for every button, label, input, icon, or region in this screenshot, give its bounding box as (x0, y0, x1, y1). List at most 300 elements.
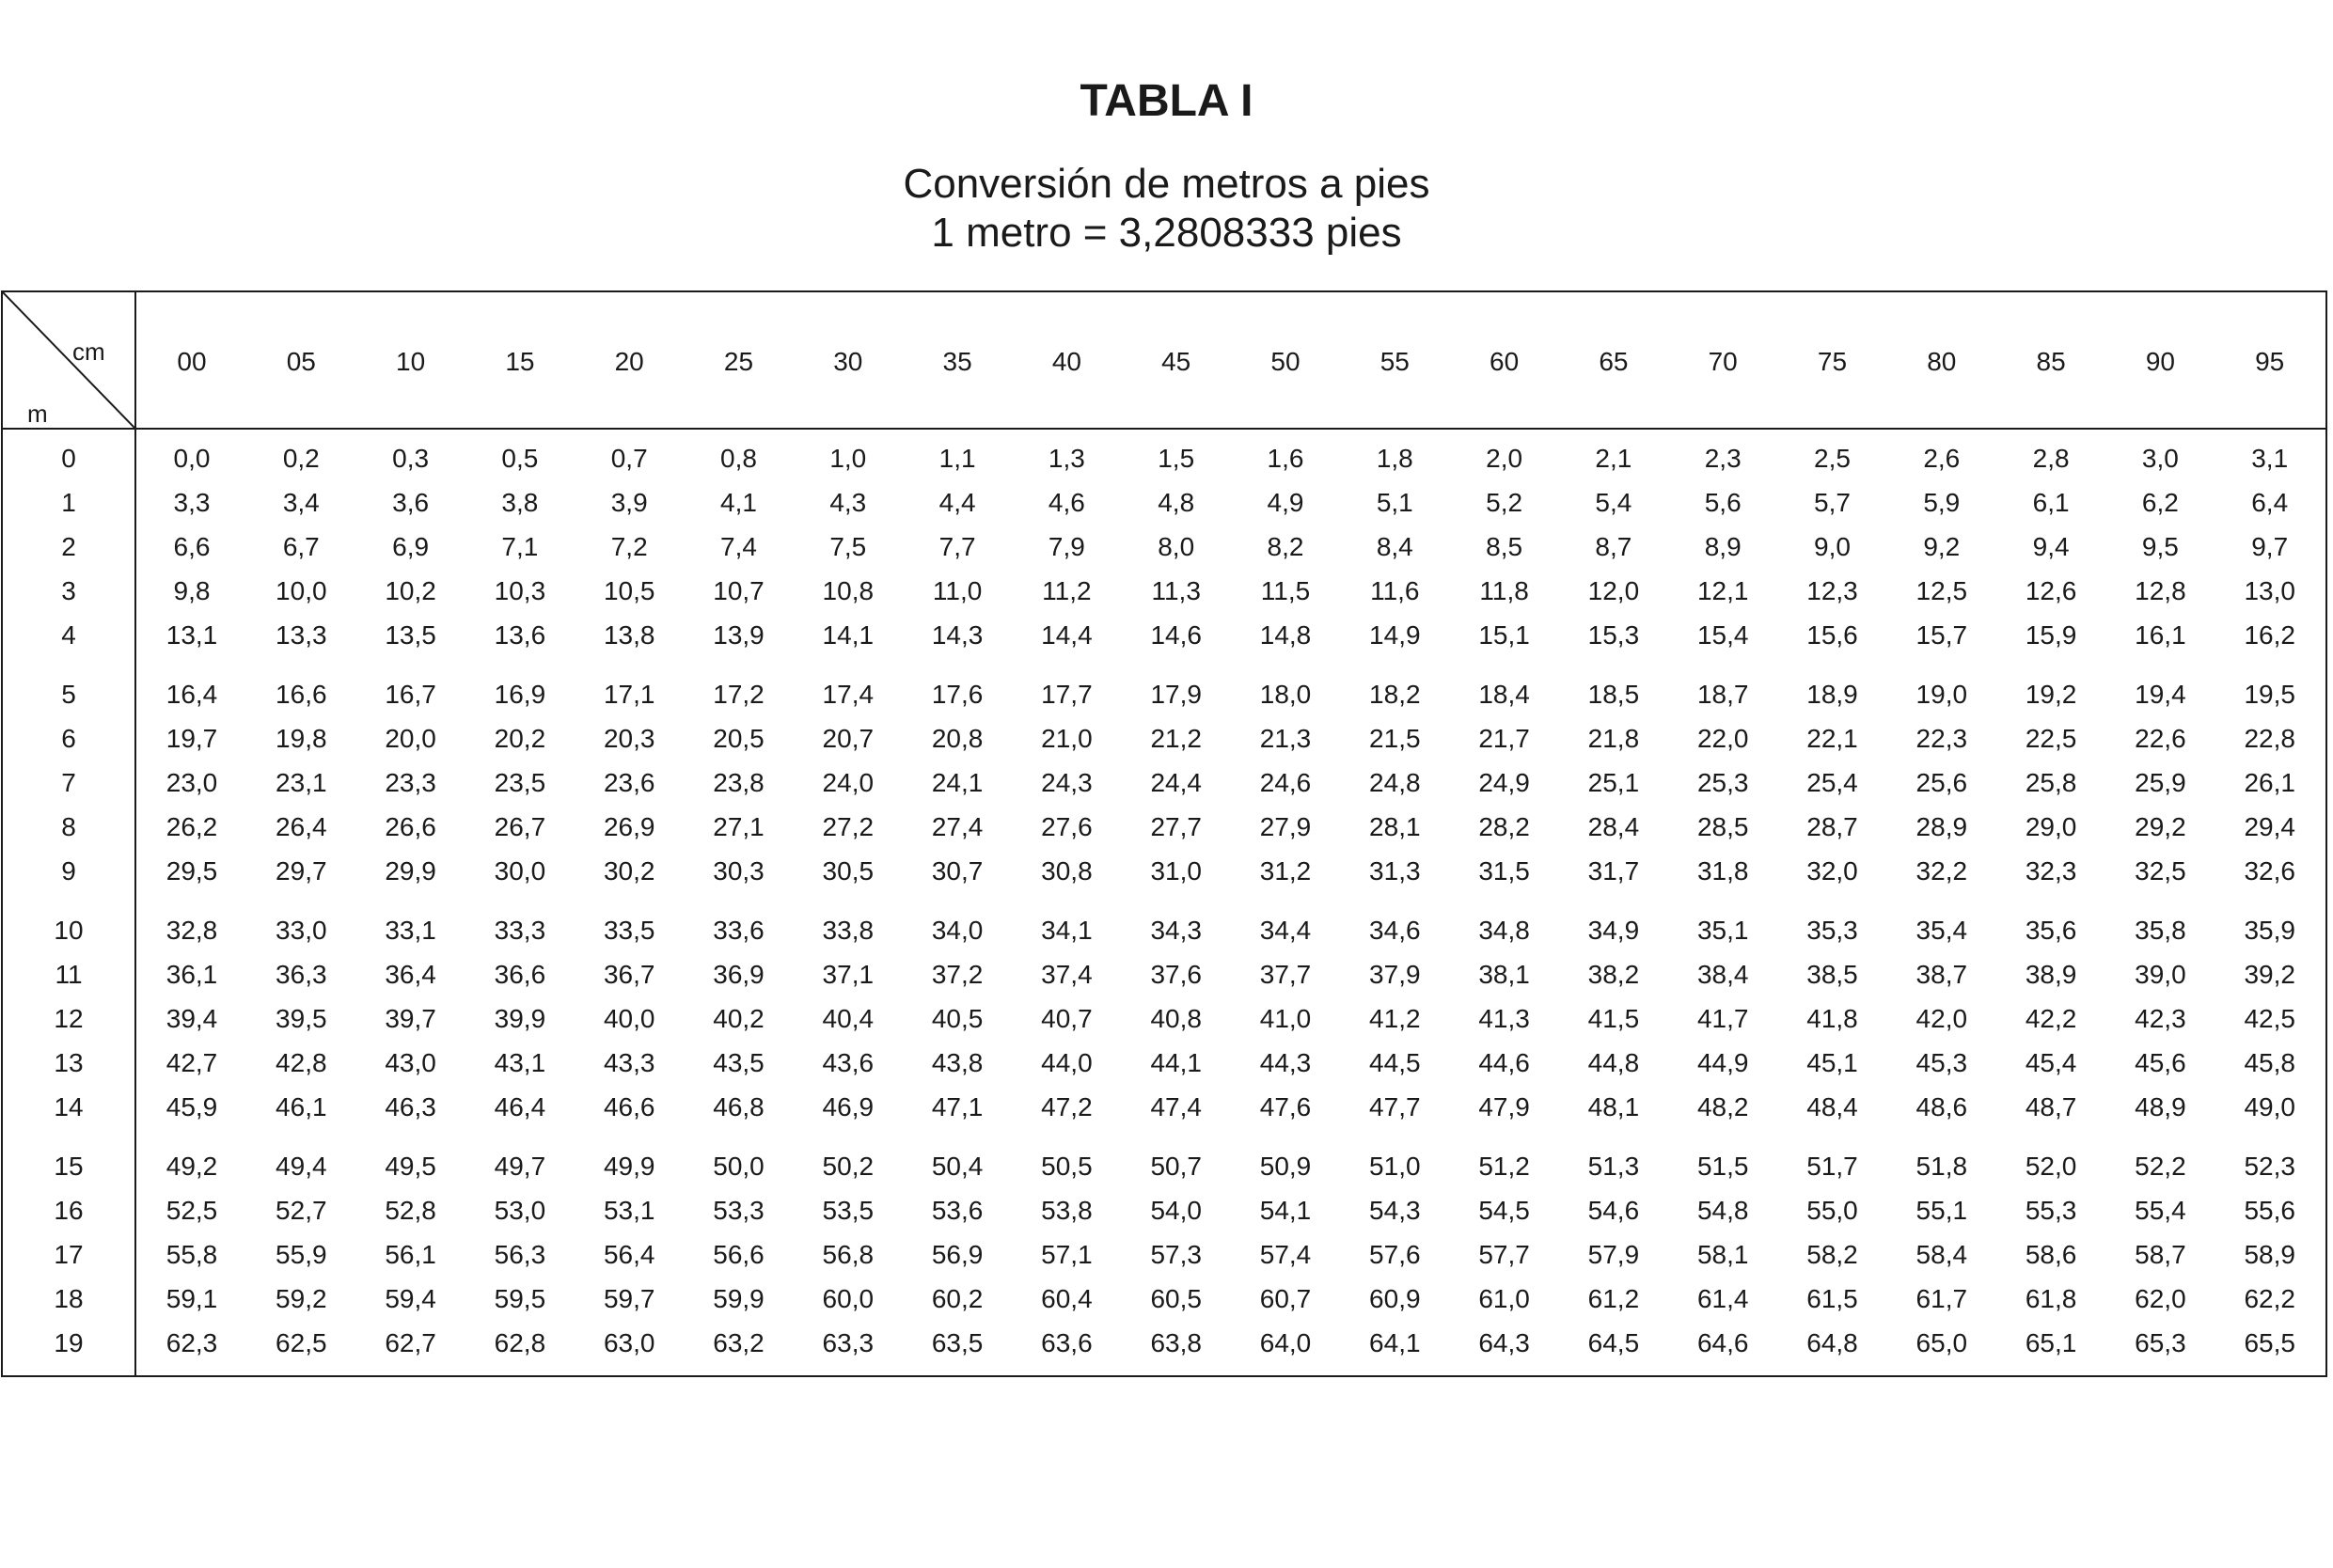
column-header: 65 (1599, 347, 1629, 376)
table-cell: 28,7 (1806, 812, 1858, 841)
table-cell: 11,2 (1042, 576, 1092, 605)
table-cell: 27,4 (931, 812, 984, 841)
table-cell: 32,5 (2135, 856, 2186, 886)
table-cell: 56,1 (385, 1240, 436, 1269)
table-cell: 27,2 (822, 812, 875, 841)
column-header: 45 (1161, 347, 1191, 376)
table-cell: 41,7 (1696, 1004, 1749, 1033)
table-cell: 5,6 (1704, 488, 1742, 517)
table-cell: 19,7 (166, 724, 218, 753)
table-cell: 46,1 (276, 1092, 327, 1121)
table-cell: 24,8 (1369, 768, 1421, 797)
table-cell: 19,4 (2135, 680, 2186, 709)
table-cell: 54,5 (1478, 1196, 1530, 1225)
table-cell: 9,8 (173, 576, 211, 605)
row-header: 0 (61, 444, 76, 473)
table-cell: 5,4 (1595, 488, 1632, 517)
table-cell: 44,6 (1478, 1048, 1530, 1077)
table-cell: 36,3 (276, 960, 327, 989)
table-cell: 13,6 (494, 620, 546, 650)
table-cell: 42,7 (166, 1048, 218, 1077)
table-cell: 42,3 (2135, 1004, 2186, 1033)
table-cell: 55,8 (166, 1240, 218, 1269)
table-cell: 34,1 (1041, 916, 1093, 945)
table-cell: 15,6 (1806, 620, 1858, 650)
table-cell: 56,3 (494, 1240, 546, 1269)
row-header: 5 (61, 680, 76, 709)
table-cell: 58,6 (2025, 1240, 2077, 1269)
table-cell: 47,2 (1041, 1092, 1093, 1121)
table-cell: 7,5 (829, 532, 867, 561)
table-cell: 50,5 (1041, 1152, 1093, 1181)
table-cell: 6,6 (173, 532, 211, 561)
table-cell: 17,7 (1041, 680, 1093, 709)
table-cell: 2,3 (1704, 444, 1742, 473)
table-cell: 3,0 (2141, 444, 2179, 473)
table-cell: 56,6 (713, 1240, 765, 1269)
table-cell: 48,7 (2025, 1092, 2077, 1121)
table-cell: 56,9 (931, 1240, 984, 1269)
table-cell: 35,3 (1806, 916, 1858, 945)
table-cell: 20,8 (931, 724, 984, 753)
table-cell: 62,8 (494, 1328, 546, 1357)
row-header: 16 (54, 1196, 84, 1225)
table-cell: 39,2 (2244, 960, 2295, 989)
table-cell: 15,3 (1587, 620, 1640, 650)
table-cell: 58,7 (2135, 1240, 2186, 1269)
table-cell: 48,9 (2135, 1092, 2186, 1121)
table-cell: 45,8 (2244, 1048, 2295, 1077)
table-cell: 14,4 (1041, 620, 1093, 650)
table-cell: 31,0 (1150, 856, 1202, 886)
row-header: 2 (61, 532, 76, 561)
table-cell: 61,0 (1478, 1284, 1530, 1313)
table-cell: 61,2 (1587, 1284, 1640, 1313)
table-cell: 11,0 (932, 576, 983, 605)
table-cell: 24,0 (822, 768, 875, 797)
table-cell: 28,4 (1587, 812, 1640, 841)
table-cell: 43,5 (713, 1048, 765, 1077)
table-cell: 35,8 (2135, 916, 2186, 945)
table-cell: 18,5 (1587, 680, 1640, 709)
table-cell: 32,6 (2244, 856, 2295, 886)
table-cell: 29,4 (2244, 812, 2295, 841)
table-cell: 52,8 (385, 1196, 436, 1225)
table-cell: 0,8 (720, 444, 757, 473)
table-cell: 28,5 (1696, 812, 1749, 841)
table-cell: 39,4 (166, 1004, 218, 1033)
table-cell: 9,4 (2032, 532, 2070, 561)
table-cell: 23,5 (494, 768, 546, 797)
table-cell: 34,6 (1369, 916, 1421, 945)
table-cell: 7,4 (720, 532, 757, 561)
table-cell: 57,4 (1259, 1240, 1312, 1269)
table-cell: 35,4 (1915, 916, 1968, 945)
table-cell: 2,1 (1595, 444, 1632, 473)
table-cell: 64,5 (1587, 1328, 1640, 1357)
table-cell: 52,5 (166, 1196, 218, 1225)
table-cell: 6,7 (282, 532, 320, 561)
table-cell: 32,8 (166, 916, 218, 945)
table-cell: 55,9 (276, 1240, 327, 1269)
table-cell: 20,5 (713, 724, 765, 753)
table-cell: 38,4 (1696, 960, 1749, 989)
table-cell: 44,5 (1369, 1048, 1421, 1077)
table-cell: 18,0 (1259, 680, 1312, 709)
table-cell: 46,8 (713, 1092, 765, 1121)
table-cell: 26,9 (603, 812, 655, 841)
table-cell: 61,4 (1696, 1284, 1749, 1313)
table-cell: 64,8 (1806, 1328, 1858, 1357)
table-cell: 54,8 (1696, 1196, 1749, 1225)
table-cell: 47,4 (1150, 1092, 1202, 1121)
table-cell: 29,5 (166, 856, 218, 886)
column-header: 95 (2255, 347, 2285, 376)
table-cell: 10,3 (494, 576, 546, 605)
table-cell: 42,2 (2025, 1004, 2077, 1033)
table-cell: 62,3 (166, 1328, 218, 1357)
table-cell: 10,7 (713, 576, 765, 605)
corner-col-label: cm (72, 337, 105, 366)
table-cell: 18,4 (1478, 680, 1530, 709)
table-cell: 50,7 (1150, 1152, 1202, 1181)
table-cell: 30,5 (822, 856, 875, 886)
table-cell: 26,2 (166, 812, 218, 841)
table-cell: 15,7 (1915, 620, 1968, 650)
column-header: 90 (2145, 347, 2175, 376)
table-cell: 52,2 (2135, 1152, 2186, 1181)
table-cell: 8,7 (1595, 532, 1632, 561)
table-cell: 63,0 (603, 1328, 655, 1357)
table-cell: 22,0 (1696, 724, 1749, 753)
table-cell: 65,5 (2244, 1328, 2295, 1357)
table-cell: 62,0 (2135, 1284, 2186, 1313)
table-cell: 23,8 (713, 768, 765, 797)
column-header: 40 (1051, 347, 1081, 376)
table-cell: 14,3 (931, 620, 984, 650)
table-cell: 58,4 (1915, 1240, 1968, 1269)
row-header: 4 (61, 620, 76, 650)
table-cell: 64,3 (1478, 1328, 1530, 1357)
table-cell: 65,1 (2025, 1328, 2077, 1357)
table-cell: 25,4 (1806, 768, 1858, 797)
table-cell: 46,6 (603, 1092, 655, 1121)
table-cell: 13,8 (603, 620, 655, 650)
table-cell: 65,0 (1915, 1328, 1968, 1357)
table-cell: 8,4 (1376, 532, 1413, 561)
table-cell: 31,8 (1696, 856, 1749, 886)
table-cell: 13,5 (385, 620, 436, 650)
table-cell: 47,6 (1259, 1092, 1312, 1121)
table-cell: 22,6 (2135, 724, 2186, 753)
table-cell: 35,1 (1696, 916, 1749, 945)
page-subtitle: Conversión de metros a pies (903, 161, 1430, 207)
table-cell: 38,5 (1806, 960, 1858, 989)
table-cell: 40,8 (1150, 1004, 1202, 1033)
table-cell: 0,5 (501, 444, 539, 473)
table-cell: 61,7 (1915, 1284, 1968, 1313)
table-cell: 25,3 (1696, 768, 1749, 797)
table-cell: 33,8 (822, 916, 875, 945)
table-cell: 0,7 (610, 444, 648, 473)
table-cell: 59,7 (603, 1284, 655, 1313)
table-cell: 41,2 (1369, 1004, 1421, 1033)
table-cell: 43,8 (931, 1048, 984, 1077)
table-cell: 40,7 (1041, 1004, 1093, 1033)
table-cell: 55,3 (2025, 1196, 2077, 1225)
row-header: 3 (61, 576, 76, 605)
row-header: 10 (54, 916, 84, 945)
table-cell: 54,6 (1587, 1196, 1640, 1225)
table-cell: 51,5 (1696, 1152, 1749, 1181)
table-cell: 21,7 (1478, 724, 1530, 753)
table-cell: 11,3 (1151, 576, 1201, 605)
table-cell: 62,7 (385, 1328, 436, 1357)
table-cell: 18,7 (1696, 680, 1749, 709)
row-header: 11 (55, 960, 83, 989)
table-cell: 44,0 (1041, 1048, 1093, 1077)
table-cell: 2,8 (2032, 444, 2070, 473)
table-cell: 7,7 (938, 532, 976, 561)
table-cell: 37,6 (1150, 960, 1202, 989)
table-cell: 63,3 (822, 1328, 875, 1357)
table-cell: 40,4 (822, 1004, 875, 1033)
table-cell: 3,8 (501, 488, 539, 517)
table-cell: 37,7 (1259, 960, 1312, 989)
table-cell: 9,5 (2141, 532, 2179, 561)
table-cell: 21,8 (1587, 724, 1640, 753)
table-cell: 60,2 (931, 1284, 984, 1313)
table-cell: 59,5 (494, 1284, 546, 1313)
table-cell: 22,8 (2244, 724, 2295, 753)
table-cell: 11,8 (1479, 576, 1529, 605)
table-cell: 14,6 (1150, 620, 1202, 650)
table-cell: 36,6 (494, 960, 546, 989)
table-cell: 41,8 (1806, 1004, 1858, 1033)
row-header: 19 (54, 1328, 84, 1357)
corner-diagonal (3, 292, 134, 428)
table-cell: 21,5 (1369, 724, 1421, 753)
table-cell: 5,7 (1814, 488, 1851, 517)
table-cell: 5,9 (1923, 488, 1961, 517)
table-cell: 29,9 (385, 856, 436, 886)
row-header: 1 (61, 488, 76, 517)
table-cell: 43,6 (822, 1048, 875, 1077)
table-cell: 24,6 (1259, 768, 1312, 797)
table-cell: 50,4 (931, 1152, 984, 1181)
table-cell: 42,5 (2244, 1004, 2295, 1033)
table-cell: 20,0 (385, 724, 436, 753)
table-cell: 38,1 (1478, 960, 1530, 989)
table-cell: 9,2 (1923, 532, 1961, 561)
table-cell: 55,6 (2244, 1196, 2295, 1225)
row-header: 12 (54, 1004, 84, 1033)
table-cell: 20,7 (822, 724, 875, 753)
table-cell: 45,9 (166, 1092, 218, 1121)
table-cell: 53,3 (713, 1196, 765, 1225)
conversion-table (1, 290, 2327, 1377)
column-header: 80 (1927, 347, 1957, 376)
table-cell: 24,4 (1150, 768, 1202, 797)
table-cell: 44,1 (1150, 1048, 1202, 1077)
table-cell: 60,0 (822, 1284, 875, 1313)
table-cell: 9,7 (2251, 532, 2289, 561)
table-cell: 12,3 (1806, 576, 1858, 605)
table-cell: 36,9 (713, 960, 765, 989)
table-cell: 51,8 (1915, 1152, 1968, 1181)
table-cell: 7,1 (501, 532, 539, 561)
table-cell: 60,9 (1369, 1284, 1421, 1313)
table-cell: 16,2 (2244, 620, 2295, 650)
table-cell: 6,9 (392, 532, 430, 561)
table-cell: 44,3 (1259, 1048, 1312, 1077)
table-cell: 3,9 (610, 488, 648, 517)
table-cell: 8,9 (1704, 532, 1742, 561)
table-cell: 37,2 (931, 960, 984, 989)
corner-row-label: m (27, 400, 48, 428)
table-cell: 59,9 (713, 1284, 765, 1313)
table-cell: 25,8 (2025, 768, 2077, 797)
table-cell: 49,5 (385, 1152, 436, 1181)
table-cell: 15,4 (1696, 620, 1749, 650)
table-cell: 49,0 (2244, 1092, 2295, 1121)
table-cell: 63,6 (1041, 1328, 1093, 1357)
table-cell: 22,1 (1806, 724, 1858, 753)
table-cell: 14,1 (822, 620, 875, 650)
table-cell: 24,1 (931, 768, 984, 797)
table-cell: 29,0 (2025, 812, 2077, 841)
table-cell: 55,1 (1915, 1196, 1968, 1225)
table-cell: 49,9 (603, 1152, 655, 1181)
table-cell: 13,1 (166, 620, 218, 650)
table-cell: 61,5 (1806, 1284, 1858, 1313)
table-cell: 45,3 (1915, 1048, 1968, 1077)
column-header: 00 (177, 347, 207, 376)
row-header-divider (134, 292, 136, 1375)
table-cell: 56,8 (822, 1240, 875, 1269)
table-cell: 39,5 (276, 1004, 327, 1033)
table-cell: 42,0 (1915, 1004, 1968, 1033)
column-header: 20 (614, 347, 644, 376)
table-cell: 51,7 (1806, 1152, 1858, 1181)
column-header: 10 (396, 347, 426, 376)
table-cell: 60,7 (1259, 1284, 1312, 1313)
table-cell: 59,1 (166, 1284, 218, 1313)
table-cell: 40,5 (931, 1004, 984, 1033)
table-cell: 6,4 (2251, 488, 2289, 517)
table-cell: 17,4 (822, 680, 875, 709)
column-header: 60 (1490, 347, 1520, 376)
table-cell: 13,9 (713, 620, 765, 650)
table-cell: 41,3 (1478, 1004, 1530, 1033)
table-cell: 15,9 (2025, 620, 2077, 650)
table-cell: 43,0 (385, 1048, 436, 1077)
table-cell: 33,5 (603, 916, 655, 945)
table-cell: 35,6 (2025, 916, 2077, 945)
table-cell: 4,3 (829, 488, 867, 517)
table-cell: 10,2 (385, 576, 436, 605)
table-cell: 50,9 (1259, 1152, 1312, 1181)
table-cell: 34,3 (1150, 916, 1202, 945)
conversion-factor: 1 metro = 3,2808333 pies (931, 210, 1402, 256)
table-cell: 22,3 (1915, 724, 1968, 753)
table-cell: 63,2 (713, 1328, 765, 1357)
table-cell: 25,9 (2135, 768, 2186, 797)
table-cell: 39,7 (385, 1004, 436, 1033)
table-cell: 0,3 (392, 444, 430, 473)
table-cell: 23,3 (385, 768, 436, 797)
table-cell: 33,3 (494, 916, 546, 945)
table-cell: 57,1 (1041, 1240, 1093, 1269)
table-cell: 27,7 (1150, 812, 1202, 841)
table-cell: 32,3 (2025, 856, 2077, 886)
table-cell: 11,6 (1370, 576, 1420, 605)
table-cell: 62,2 (2244, 1284, 2295, 1313)
table-cell: 5,1 (1376, 488, 1413, 517)
table-cell: 54,1 (1259, 1196, 1312, 1225)
table-cell: 12,5 (1915, 576, 1968, 605)
table-cell: 31,5 (1478, 856, 1530, 886)
table-cell: 31,7 (1587, 856, 1640, 886)
table-cell: 61,8 (2025, 1284, 2077, 1313)
table-cell: 12,0 (1587, 576, 1640, 605)
table-cell: 40,0 (603, 1004, 655, 1033)
table-cell: 13,0 (2244, 576, 2295, 605)
table-cell: 23,0 (166, 768, 218, 797)
table-cell: 17,1 (603, 680, 655, 709)
table-cell: 33,0 (276, 916, 327, 945)
table-cell: 54,0 (1150, 1196, 1202, 1225)
column-header: 70 (1708, 347, 1738, 376)
table-cell: 49,7 (494, 1152, 546, 1181)
table-cell: 45,6 (2135, 1048, 2186, 1077)
table-cell: 53,1 (603, 1196, 655, 1225)
table-cell: 27,6 (1041, 812, 1093, 841)
table-cell: 31,2 (1259, 856, 1312, 886)
table-cell: 51,2 (1478, 1152, 1530, 1181)
table-cell: 40,2 (713, 1004, 765, 1033)
table-cell: 17,6 (931, 680, 984, 709)
row-header: 14 (54, 1092, 84, 1121)
column-header: 30 (833, 347, 863, 376)
table-cell: 2,5 (1814, 444, 1851, 473)
table-cell: 44,9 (1696, 1048, 1749, 1077)
table-cell: 37,1 (822, 960, 875, 989)
row-header: 6 (61, 724, 76, 753)
table-cell: 33,6 (713, 916, 765, 945)
table-cell: 31,3 (1369, 856, 1421, 886)
table-cell: 4,6 (1048, 488, 1085, 517)
table-cell: 53,0 (494, 1196, 546, 1225)
table-cell: 24,9 (1478, 768, 1530, 797)
table-cell: 16,9 (494, 680, 546, 709)
table-cell: 38,2 (1587, 960, 1640, 989)
table-cell: 10,8 (822, 576, 875, 605)
table-cell: 2,6 (1923, 444, 1961, 473)
table-cell: 42,8 (276, 1048, 327, 1077)
table-cell: 5,2 (1486, 488, 1523, 517)
table-cell: 34,4 (1259, 916, 1312, 945)
table-cell: 30,8 (1041, 856, 1093, 886)
table-cell: 15,1 (1478, 620, 1530, 650)
table-cell: 8,2 (1267, 532, 1304, 561)
table-cell: 64,6 (1696, 1328, 1749, 1357)
table-cell: 46,9 (822, 1092, 875, 1121)
table-cell: 59,2 (276, 1284, 327, 1313)
row-header: 7 (61, 768, 76, 797)
table-cell: 27,9 (1259, 812, 1312, 841)
table-cell: 30,0 (494, 856, 546, 886)
